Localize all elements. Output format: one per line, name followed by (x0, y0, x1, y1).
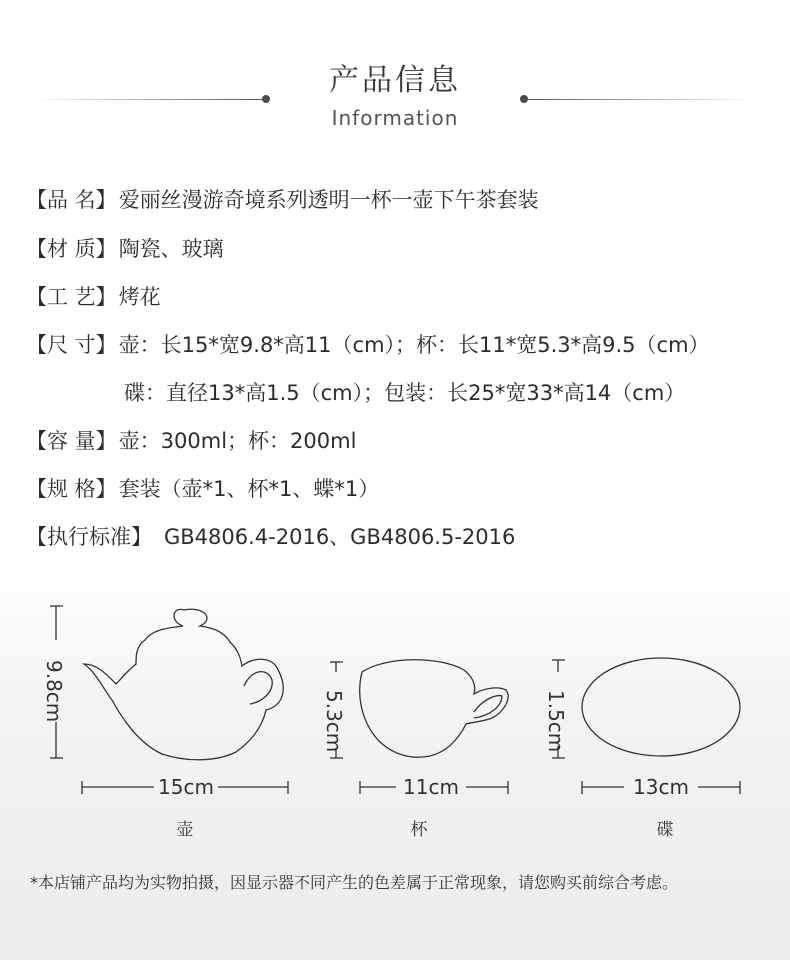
saucer-width-label: 13cm (633, 775, 689, 799)
saucer-caption: 碟 (656, 820, 674, 840)
saucer-height-label: 1.5cm (544, 690, 568, 753)
spec-label: 【执行标准】 (26, 525, 152, 549)
footnote: *本店铺产品均为实物拍摄，因显示器不同产生的色差属于正常现象，请您购买前综合考虑。 (30, 873, 679, 892)
cup-outline (360, 660, 508, 757)
section-title: 产品信息 (329, 63, 461, 98)
teapot-caption: 壶 (176, 820, 194, 840)
cup-height-label: 5.3cm (322, 690, 346, 753)
spec-label: 【材 质】 (26, 237, 117, 261)
teapot-handle-inner (244, 672, 272, 704)
spec-label: 【品 名】 (26, 188, 117, 212)
cup-caption: 杯 (410, 820, 428, 840)
saucer-outline (582, 658, 740, 756)
teapot-width-label: 15cm (158, 775, 214, 799)
spec-value: GB4806.4-2016、GB4806.5-2016 (164, 525, 516, 549)
spec-value: 烤花 (118, 285, 161, 309)
spec-value: 壶：300ml；杯：200ml (118, 429, 357, 453)
spec-label: 【尺 寸】 (26, 333, 117, 357)
spec-value: 陶瓷、玻璃 (118, 237, 224, 261)
spec-value: 爱丽丝漫游奇境系列透明一杯一壶下午茶套装 (118, 188, 539, 212)
cup-width-label: 11cm (403, 775, 459, 799)
section-subtitle: Information (331, 106, 459, 130)
spec-value: 套装（壶*1、杯*1、蝶*1） (118, 477, 380, 501)
spec-label: 【容 量】 (26, 429, 117, 453)
spec-label: 【工 艺】 (26, 285, 117, 309)
spec-label: 【规 格】 (26, 477, 117, 501)
teapot-height-label: 9.8cm (42, 660, 66, 723)
teapot-outline (84, 609, 283, 759)
spec-value: 壶：长15*宽9.8*高11（cm）；杯：长11*宽5.3*高9.5（cm） (118, 333, 710, 357)
spec-value: 碟：直径13*高1.5（cm）；包装：长25*宽33*高14（cm） (124, 381, 686, 405)
